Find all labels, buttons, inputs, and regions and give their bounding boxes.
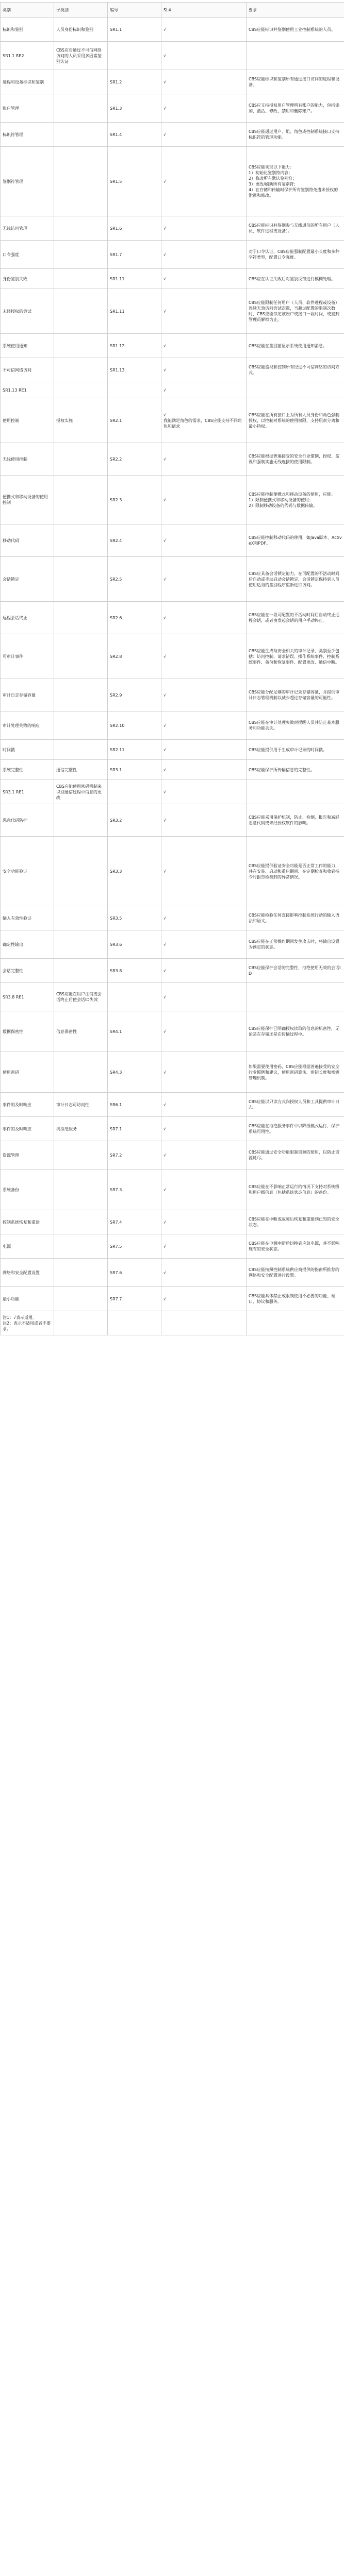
- cell-category: 会话锁定: [1, 557, 54, 602]
- cell-category: 时间戳: [1, 740, 54, 760]
- table-row: [1, 930, 344, 959]
- cell-category: 系统完整性: [1, 760, 54, 780]
- cell-id: SR1.13: [108, 358, 161, 382]
- cell-sl4: √: [161, 70, 247, 94]
- cell-id: SR7.7: [108, 1287, 161, 1311]
- cell-requirement: 对于口令认证，CBS应能强制配置最小长度和多种字符类型，配置口令强度。: [247, 241, 344, 269]
- cell-category: 恶意代码防护: [1, 804, 54, 837]
- cell-id: SR3.5: [108, 906, 161, 930]
- cell-requirement: CBS应能在拒绝服务事件中以降级模式运行，保护系统可用性。: [247, 1117, 344, 1141]
- cell-category: 事件的及时响应: [1, 1093, 54, 1117]
- cell-subcategory: [54, 679, 108, 711]
- cell-id: SR1.6: [108, 216, 161, 241]
- cell-sl4: √: [161, 443, 247, 476]
- cell-subcategory: [54, 358, 108, 382]
- table-header-row: [1, 3, 344, 18]
- cell-sl4: √: [161, 711, 247, 740]
- cell-subcategory: [54, 443, 108, 476]
- cell-subcategory: [54, 241, 108, 269]
- table-row: [1, 837, 344, 906]
- cell-requirement: CBS应能在中断或故障后恢复和重建到已知的安全状态。: [247, 1210, 344, 1234]
- cell-requirement: CBS应能分配足够的审计记录存储容量，并提供审计日志管理机制以减少超过存储容量的可能性。: [247, 679, 344, 711]
- cell-id: [108, 1311, 161, 1335]
- cell-subcategory: [54, 476, 108, 524]
- cell-id: SR1.12: [108, 334, 161, 358]
- cell-category: 安全功能验证: [1, 837, 54, 906]
- cell-requirement: CBS应能在所有接口上为所有人员身份和角色强制授权，以控制对系统的使用权限，支持职责分离和最小特权。: [247, 398, 344, 443]
- cell-category: 网络和安全配置设置: [1, 1259, 54, 1287]
- cell-id: SR1.7: [108, 241, 161, 269]
- cell-category: 使用控制: [1, 398, 54, 443]
- cell-requirement: [247, 780, 344, 804]
- table-row: [1, 382, 344, 398]
- cell-subcategory: [54, 959, 108, 983]
- cell-sl4: √: [161, 382, 247, 398]
- table-row: [1, 1170, 344, 1210]
- cell-sl4: √: [161, 804, 247, 837]
- table-row: [1, 983, 344, 1011]
- cell-sl4: √: [161, 1093, 247, 1117]
- cell-requirement: CBS应支持授权用户管理所有账户的能力，包括添加、激活、修改、禁用和删除账户。: [247, 94, 344, 123]
- cell-id: SR1.2: [108, 70, 161, 94]
- cell-category: 最小功能: [1, 1287, 54, 1311]
- cell-category: 远程会话终止: [1, 602, 54, 634]
- cell-subcategory: [54, 804, 108, 837]
- header-requirement: 要求: [247, 3, 344, 18]
- cell-id: [108, 780, 161, 804]
- cell-id: SR4.1: [108, 1011, 161, 1052]
- cell-requirement: CBS应能在正常操作期间发生攻击时，将输出设置为预定的状态。: [247, 930, 344, 959]
- cell-id: SR3.2: [108, 804, 161, 837]
- cell-category: 进程和设备标识和鉴别: [1, 70, 54, 94]
- table-row: [1, 1052, 344, 1093]
- table-row: [1, 524, 344, 557]
- cell-subcategory: [54, 1311, 108, 1335]
- table-row: [1, 94, 344, 123]
- table-row: [1, 334, 344, 358]
- cell-requirement: CBS应能在审计处理失败时提醒人员并防止基本服务和功能丢失。: [247, 711, 344, 740]
- table-row: [1, 1141, 344, 1170]
- cell-requirement: CBS应能控制移动代码的使用，如Java脚本、ActiveX和PDF。: [247, 524, 344, 557]
- table-row: [1, 269, 344, 289]
- cell-category: 便携式和移动设备的使用控制: [1, 476, 54, 524]
- cell-id: SR7.5: [108, 1234, 161, 1259]
- table-row: [1, 1210, 344, 1234]
- cell-requirement: CBS应能以只读方式向授权人员和工具提供审计日志。: [247, 1093, 344, 1117]
- cell-category: 无线使用控制: [1, 443, 54, 476]
- table-row: [1, 1311, 344, 1335]
- cell-sl4: √: [161, 216, 247, 241]
- cell-category: 注1：√表示适用。 注2：表示不适用或者不要求。: [1, 1311, 54, 1335]
- cell-category: SR1.1 RE2: [1, 42, 54, 70]
- cell-requirement: CBS应能标识并鉴别使用工业控制系统的人员。: [247, 18, 344, 42]
- cell-id: SR2.2: [108, 443, 161, 476]
- cell-id: SR7.2: [108, 1141, 161, 1170]
- cell-sl4: √: [161, 269, 247, 289]
- cell-requirement: CBS应能标识和鉴别所有通过接口访问的进程和设备。: [247, 70, 344, 94]
- cell-id: SR3.8: [108, 959, 161, 983]
- cell-category: 事件的及时响应: [1, 1117, 54, 1141]
- table-row: [1, 1117, 344, 1141]
- cell-sl4: √: [161, 679, 247, 711]
- table-row: [1, 634, 344, 679]
- cell-subcategory: [54, 94, 108, 123]
- table-row: [1, 602, 344, 634]
- cell-category: 身份鉴别失败: [1, 269, 54, 289]
- cell-requirement: 如果需要使用密码，CBS应能根据普遍接受的安全行业惯例和建议，使用密码算法、密钥长度和密钥管理机制。: [247, 1052, 344, 1093]
- cell-sl4: √: [161, 334, 247, 358]
- cell-sl4: √: [161, 42, 247, 70]
- cell-category: 系统备份: [1, 1170, 54, 1210]
- cell-id: SR2.3: [108, 476, 161, 524]
- cell-requirement: CBS应能在鉴别前显示系统使用通知消息。: [247, 334, 344, 358]
- cell-subcategory: [54, 147, 108, 216]
- cell-sl4: √: [161, 289, 247, 334]
- cell-category: 资源管理: [1, 1141, 54, 1170]
- header-category: 类别: [1, 3, 54, 18]
- cell-category: 审计日志存储容量: [1, 679, 54, 711]
- table-row: [1, 804, 344, 837]
- table-row: [1, 1287, 344, 1311]
- cell-subcategory: [54, 837, 108, 906]
- table-row: [1, 443, 344, 476]
- cell-id: SR7.4: [108, 1210, 161, 1234]
- header-id: 编号: [108, 3, 161, 18]
- cell-id: SR2.11: [108, 740, 161, 760]
- cell-sl4: √: [161, 1011, 247, 1052]
- cell-requirement: CBS应能通过安全功能限制资源的使用，以防止资源耗尽。: [247, 1141, 344, 1170]
- cell-subcategory: [54, 1234, 108, 1259]
- cell-subcategory: [54, 269, 108, 289]
- cell-sl4: √: [161, 906, 247, 930]
- cell-category: 无线访问管理: [1, 216, 54, 241]
- cell-subcategory: [54, 1141, 108, 1170]
- cell-subcategory: CBS应能在用户注销或会话终止后使会话ID失效: [54, 983, 108, 1011]
- cell-sl4: √: [161, 780, 247, 804]
- cell-subcategory: [54, 557, 108, 602]
- cell-category: 确定性输出: [1, 930, 54, 959]
- cell-requirement: CBS应能具体禁止或限制使用不必要的功能、端口、协议和服务。: [247, 1287, 344, 1311]
- cell-subcategory: [54, 930, 108, 959]
- cell-subcategory: [54, 524, 108, 557]
- cell-subcategory: 通信完整性: [54, 760, 108, 780]
- cell-id: SR3.6: [108, 930, 161, 959]
- table-row: [1, 147, 344, 216]
- cell-subcategory: [54, 711, 108, 740]
- cell-id: SR1.1: [108, 18, 161, 42]
- cell-id: SR4.3: [108, 1052, 161, 1093]
- cell-id: SR2.5: [108, 557, 161, 602]
- cell-id: SR2.4: [108, 524, 161, 557]
- cell-subcategory: [54, 123, 108, 147]
- cell-sl4: √: [161, 1170, 247, 1210]
- cell-sl4: √: [161, 358, 247, 382]
- table-row: [1, 241, 344, 269]
- cell-category: 口令强度: [1, 241, 54, 269]
- cell-category: 会话完整性: [1, 959, 54, 983]
- cell-category: 控制系统恢复和重建: [1, 1210, 54, 1234]
- cell-requirement: CBS应能按照控制系统供应商提供的指南所推荐的网络和安全配置进行设置。: [247, 1259, 344, 1287]
- cell-requirement: CBS应能标识并鉴别参与无线通信的所有用户（人员、软件进程或设备）。: [247, 216, 344, 241]
- cell-id: SR3.3: [108, 837, 161, 906]
- cell-requirement: CBS应具备会话锁定能力，在可配置的不活动时间后自动或手动启动会话锁定，会话锁定保持到人员使用适当的鉴别程序重新进行访问。: [247, 557, 344, 602]
- cell-subcategory: 抗拒绝服务: [54, 1117, 108, 1141]
- cell-subcategory: [54, 334, 108, 358]
- cell-sl4: √: [161, 1141, 247, 1170]
- cell-subcategory: CBS应对通过不可信网络访问的人员采用多因素鉴别认证: [54, 42, 108, 70]
- cell-category: 输入有效性验证: [1, 906, 54, 930]
- cell-requirement: CBS应能保护所传输信息的完整性。: [247, 760, 344, 780]
- cell-sl4: √: [161, 524, 247, 557]
- cell-sl4: √: [161, 1287, 247, 1311]
- cell-category: 使用密码: [1, 1052, 54, 1093]
- cell-sl4: √: [161, 1234, 247, 1259]
- table-row: [1, 679, 344, 711]
- cell-id: SR2.1: [108, 398, 161, 443]
- cell-requirement: [247, 1311, 344, 1335]
- table-row: [1, 760, 344, 780]
- cell-requirement: CBS应在认证失败后对鉴别反馈进行模糊处理。: [247, 269, 344, 289]
- cell-sl4: √: [161, 18, 247, 42]
- table-row: [1, 358, 344, 382]
- cell-requirement: CBS应能通过用户、组、角色或控制系统接口支持标识符的管理功能。: [247, 123, 344, 147]
- cell-sl4: [161, 1311, 247, 1335]
- cell-requirement: [247, 42, 344, 70]
- cell-sl4: √: [161, 602, 247, 634]
- cell-category: 电源: [1, 1234, 54, 1259]
- cell-id: [108, 382, 161, 398]
- cell-subcategory: [54, 1052, 108, 1093]
- table-row: [1, 123, 344, 147]
- cell-sl4: √: [161, 634, 247, 679]
- cell-requirement: CBS应能实现以下能力： 1）初始化鉴别符内容； 2）修改所有默认鉴别符； 3）更改/刷新所有鉴别符； 4）在存储和传输时保护所有鉴别符免遭未授权的泄露和修改。: [247, 147, 344, 216]
- table-row: [1, 42, 344, 70]
- cell-id: SR2.9: [108, 679, 161, 711]
- table-row: [1, 780, 344, 804]
- cell-requirement: [247, 983, 344, 1011]
- cell-sl4: √: [161, 959, 247, 983]
- cell-requirement: CBS应能限制任何用户（人员、软件进程或设备）连续无效访问尝试次数，当超过配置的限制次数时，CBS应能锁定该账户或接口一段时间，或直到管理员解锁为止。: [247, 289, 344, 334]
- cell-sl4: √: [161, 557, 247, 602]
- cell-subcategory: [54, 1210, 108, 1234]
- cell-subcategory: [54, 602, 108, 634]
- cell-subcategory: [54, 382, 108, 398]
- cell-id: SR1.11: [108, 269, 161, 289]
- cell-subcategory: [54, 1259, 108, 1287]
- table-row: [1, 557, 344, 602]
- cell-sl4: √ 我能满足角色的需求，CBS应能支持不同角色和请求: [161, 398, 247, 443]
- cell-id: SR7.6: [108, 1259, 161, 1287]
- cell-requirement: CBS应能在一段可配置的不活动时间后自动终止远程会话，或者由发起会话的用户手动终止。: [247, 602, 344, 634]
- cell-requirement: CBS应能监视和控制所有经过不可信网络的访问方式。: [247, 358, 344, 382]
- cell-id: SR7.1: [108, 1117, 161, 1141]
- cell-id: SR1.4: [108, 123, 161, 147]
- table-row: [1, 1011, 344, 1052]
- cell-requirement: CBS应能提供用于生成审计记录的时间戳。: [247, 740, 344, 760]
- cell-subcategory: [54, 216, 108, 241]
- cell-id: SR3.1: [108, 760, 161, 780]
- cell-category: 标识和鉴别: [1, 18, 54, 42]
- cell-requirement: CBS应能在不影响正常运行的情况下支持对系统级和用户级信息（包括系统状态信息）的备份。: [247, 1170, 344, 1210]
- cell-id: SR1.3: [108, 94, 161, 123]
- cell-id: SR2.8: [108, 634, 161, 679]
- cell-category: 审计处理失败的响应: [1, 711, 54, 740]
- requirements-table: [0, 2, 344, 1335]
- cell-category: 可审计事件: [1, 634, 54, 679]
- table-row: [1, 1259, 344, 1287]
- cell-category: 未经授权的尝试: [1, 289, 54, 334]
- table-body: [1, 18, 344, 1335]
- table-row: [1, 959, 344, 983]
- cell-sl4: √: [161, 740, 247, 760]
- cell-category: SR3.8 RE1: [1, 983, 54, 1011]
- cell-sl4: √: [161, 1117, 247, 1141]
- cell-id: SR2.10: [108, 711, 161, 740]
- cell-subcategory: 人员身份标识和鉴别: [54, 18, 108, 42]
- cell-category: SR3.1 RE1: [1, 780, 54, 804]
- cell-category: 账户管理: [1, 94, 54, 123]
- cell-id: SR1.11: [108, 289, 161, 334]
- cell-subcategory: [54, 1170, 108, 1210]
- cell-requirement: CBS应能提供验证安全功能是否正常工作的能力，并在安装、启动和重启期间、在定期检查和收到指令时报告检测到的异常情况。: [247, 837, 344, 906]
- cell-sl4: √: [161, 837, 247, 906]
- cell-subcategory: CBS应能使用密码机制来识别通信过程中信息的更改: [54, 780, 108, 804]
- cell-requirement: CBS应能保护已明确授权读取的信息的机密性，无论是在存储还是在传输过程中。: [247, 1011, 344, 1052]
- cell-requirement: CBS应能生成与安全相关的审计记录，类别至少包括：访问控制、请求错误、操作系统事件、控制系统事件、备份和恢复事件、配置更改、通信中断。: [247, 634, 344, 679]
- cell-subcategory: [54, 906, 108, 930]
- cell-sl4: √: [161, 930, 247, 959]
- header-subcategory: 子类别: [54, 3, 108, 18]
- cell-category: 标识符管理: [1, 123, 54, 147]
- table-row: [1, 289, 344, 334]
- header-sl4: SL4: [161, 3, 247, 18]
- cell-sl4: √: [161, 241, 247, 269]
- cell-category: 数据保密性: [1, 1011, 54, 1052]
- cell-id: [108, 42, 161, 70]
- cell-id: SR6.1: [108, 1093, 161, 1117]
- cell-subcategory: [54, 289, 108, 334]
- cell-subcategory: 审计日志可访问性: [54, 1093, 108, 1117]
- cell-sl4: √: [161, 123, 247, 147]
- cell-id: [108, 983, 161, 1011]
- table-row: [1, 711, 344, 740]
- cell-requirement: CBS应能控制便携式和移动设备的使用，应能： 1）限制便携式和移动设备的使用； 2）限制移动设备的代码与数据传输。: [247, 476, 344, 524]
- cell-requirement: CBS应能根据普遍接受的安全行业惯例，授权、监视和强制实施无线连接的使用限制。: [247, 443, 344, 476]
- cell-category: 鉴别符管理: [1, 147, 54, 216]
- table-row: [1, 1093, 344, 1117]
- table-row: [1, 398, 344, 443]
- cell-id: SR1.5: [108, 147, 161, 216]
- cell-sl4: √: [161, 983, 247, 1011]
- cell-requirement: [247, 382, 344, 398]
- cell-category: 系统使用通知: [1, 334, 54, 358]
- cell-category: 不可信网络访问: [1, 358, 54, 382]
- cell-sl4: √: [161, 147, 247, 216]
- cell-subcategory: 信息保密性: [54, 1011, 108, 1052]
- cell-sl4: √: [161, 1052, 247, 1093]
- cell-category: 移动代码: [1, 524, 54, 557]
- cell-subcategory: [54, 740, 108, 760]
- cell-subcategory: [54, 70, 108, 94]
- cell-requirement: CBS应能检验任何直接影响控制系统行动的输入语法和语义。: [247, 906, 344, 930]
- cell-id: SR2.6: [108, 602, 161, 634]
- cell-sl4: √: [161, 1259, 247, 1287]
- table-row: [1, 906, 344, 930]
- table-row: [1, 1234, 344, 1259]
- table-row: [1, 216, 344, 241]
- cell-sl4: √: [161, 94, 247, 123]
- cell-requirement: CBS应能在电源中断后切换到应急电源，并不影响现有的安全状态。: [247, 1234, 344, 1259]
- cell-requirement: CBS应能保护会话的完整性，拒绝使用无效的会话ID。: [247, 959, 344, 983]
- cell-sl4: √: [161, 1210, 247, 1234]
- table-row: [1, 740, 344, 760]
- table-row: [1, 476, 344, 524]
- cell-subcategory: [54, 1287, 108, 1311]
- table-row: [1, 70, 344, 94]
- cell-category: SR1.13 RE1: [1, 382, 54, 398]
- cell-sl4: √: [161, 760, 247, 780]
- cell-requirement: CBS应能采用保护机制，防止、检测、报告和减轻恶意代码或未经授权软件的影响。: [247, 804, 344, 837]
- cell-sl4: √: [161, 476, 247, 524]
- table-row: [1, 18, 344, 42]
- cell-id: SR7.3: [108, 1170, 161, 1210]
- cell-subcategory: 授权实施: [54, 398, 108, 443]
- cell-subcategory: [54, 634, 108, 679]
